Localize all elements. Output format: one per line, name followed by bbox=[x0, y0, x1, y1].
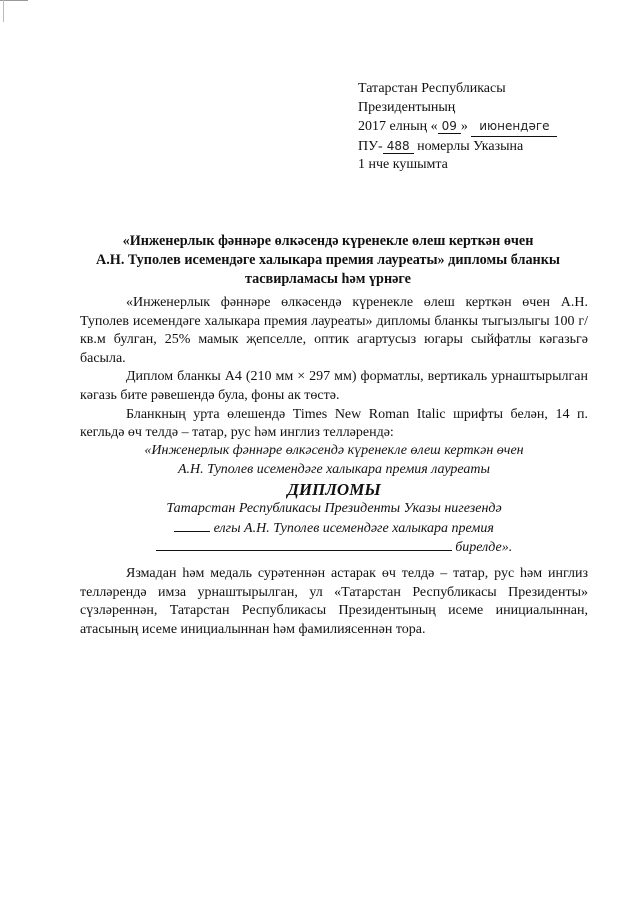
header-line-2: Президентының bbox=[358, 99, 456, 115]
paragraph-signature: Язмадан һәм медаль сурәтеннән астарак өч телдә – татар, рус һәм инглиз телләрендә имза урнаштырылган, ул «Татарстан Республикасы Президенты» сүзләреннән, Татарстан Республикасы Президентының исеме инициалыннан, атасының исеме инициалыннан һәм фамилиясеннән тора. bbox=[80, 566, 588, 637]
header-decree-prefix: ПУ- bbox=[358, 138, 383, 154]
header-date-day: 09 bbox=[438, 119, 461, 134]
document-body-signature bbox=[80, 565, 588, 639]
sample-diplomy-heading: ДИПЛОМЫ bbox=[287, 480, 381, 500]
header-line-5: 1 нче кушымта bbox=[358, 157, 448, 173]
scan-edge-mark-vertical bbox=[3, 0, 4, 22]
title-line-1: «Инженерлык фәннәре өлкәсендә күренекле өлеш керткән өчен bbox=[122, 233, 534, 249]
header-date-prefix: 2017 елның « bbox=[358, 119, 438, 135]
title-line-2: А.Н. Туполев исемендәге халыкара премия лауреаты» дипломы бланкы bbox=[96, 252, 560, 269]
diploma-sample-text bbox=[80, 442, 588, 558]
header-decree-suffix: номерлы Указына bbox=[413, 138, 524, 154]
appendix-header bbox=[358, 80, 618, 175]
paragraph-font: Бланкның урта өлешендә Times New Roman Italic шрифты белән, 14 п. кегльдә өч телдә – татар, рус һәм инглиз телләрендә: bbox=[80, 406, 588, 441]
sample-line-4-text: елгы А.Н. Туполев исемендәге халыкара премия bbox=[210, 520, 494, 536]
document-title bbox=[78, 232, 578, 290]
header-decree-number: 488 bbox=[383, 139, 414, 154]
header-line-1: Татарстан Республикасы bbox=[358, 81, 506, 96]
sample-line-1: «Инженерлык фәннәре өлкәсендә күренекле өлеш керткән өчен bbox=[144, 443, 524, 458]
scan-edge-mark bbox=[0, 0, 28, 13]
sample-line-2: А.Н. Туполев исемендәге халыкара премия лауреаты bbox=[177, 461, 491, 477]
header-line-4 bbox=[358, 137, 618, 157]
header-date-month: июнендәге bbox=[471, 117, 557, 137]
header-date-mid: » bbox=[460, 119, 468, 135]
year-blank bbox=[174, 519, 210, 532]
sample-line-4 bbox=[80, 519, 588, 539]
paragraph-paper: «Инженерлык фәннәре өлкәсендә күренекле өлеш керткән өчен А.Н. Туполев исемендәге халыкара премия лауреаты» дипломы бланкы тыгызлыгы 100 г/кв.м булган, 25% мамык җепселле, оптик агартусыз югары сыйфатлы кәгазьгә басыла. bbox=[80, 295, 588, 366]
header-line-3 bbox=[358, 117, 618, 137]
sample-line-5 bbox=[80, 538, 588, 558]
sample-line-5-text: бирелде». bbox=[451, 540, 513, 556]
title-line-3: тасвирламасы һәм үрнәге bbox=[245, 271, 411, 288]
paragraph-format: Диплом бланкы А4 (210 мм × 297 мм) форматлы, вертикаль урнаштырылган кәгазь бите рәвешендә була, фоны ак төстә. bbox=[80, 369, 588, 403]
sample-line-3: Татарстан Республикасы Президенты Указы нигезендә bbox=[166, 501, 502, 517]
document-body bbox=[80, 294, 588, 443]
name-blank bbox=[156, 538, 452, 551]
